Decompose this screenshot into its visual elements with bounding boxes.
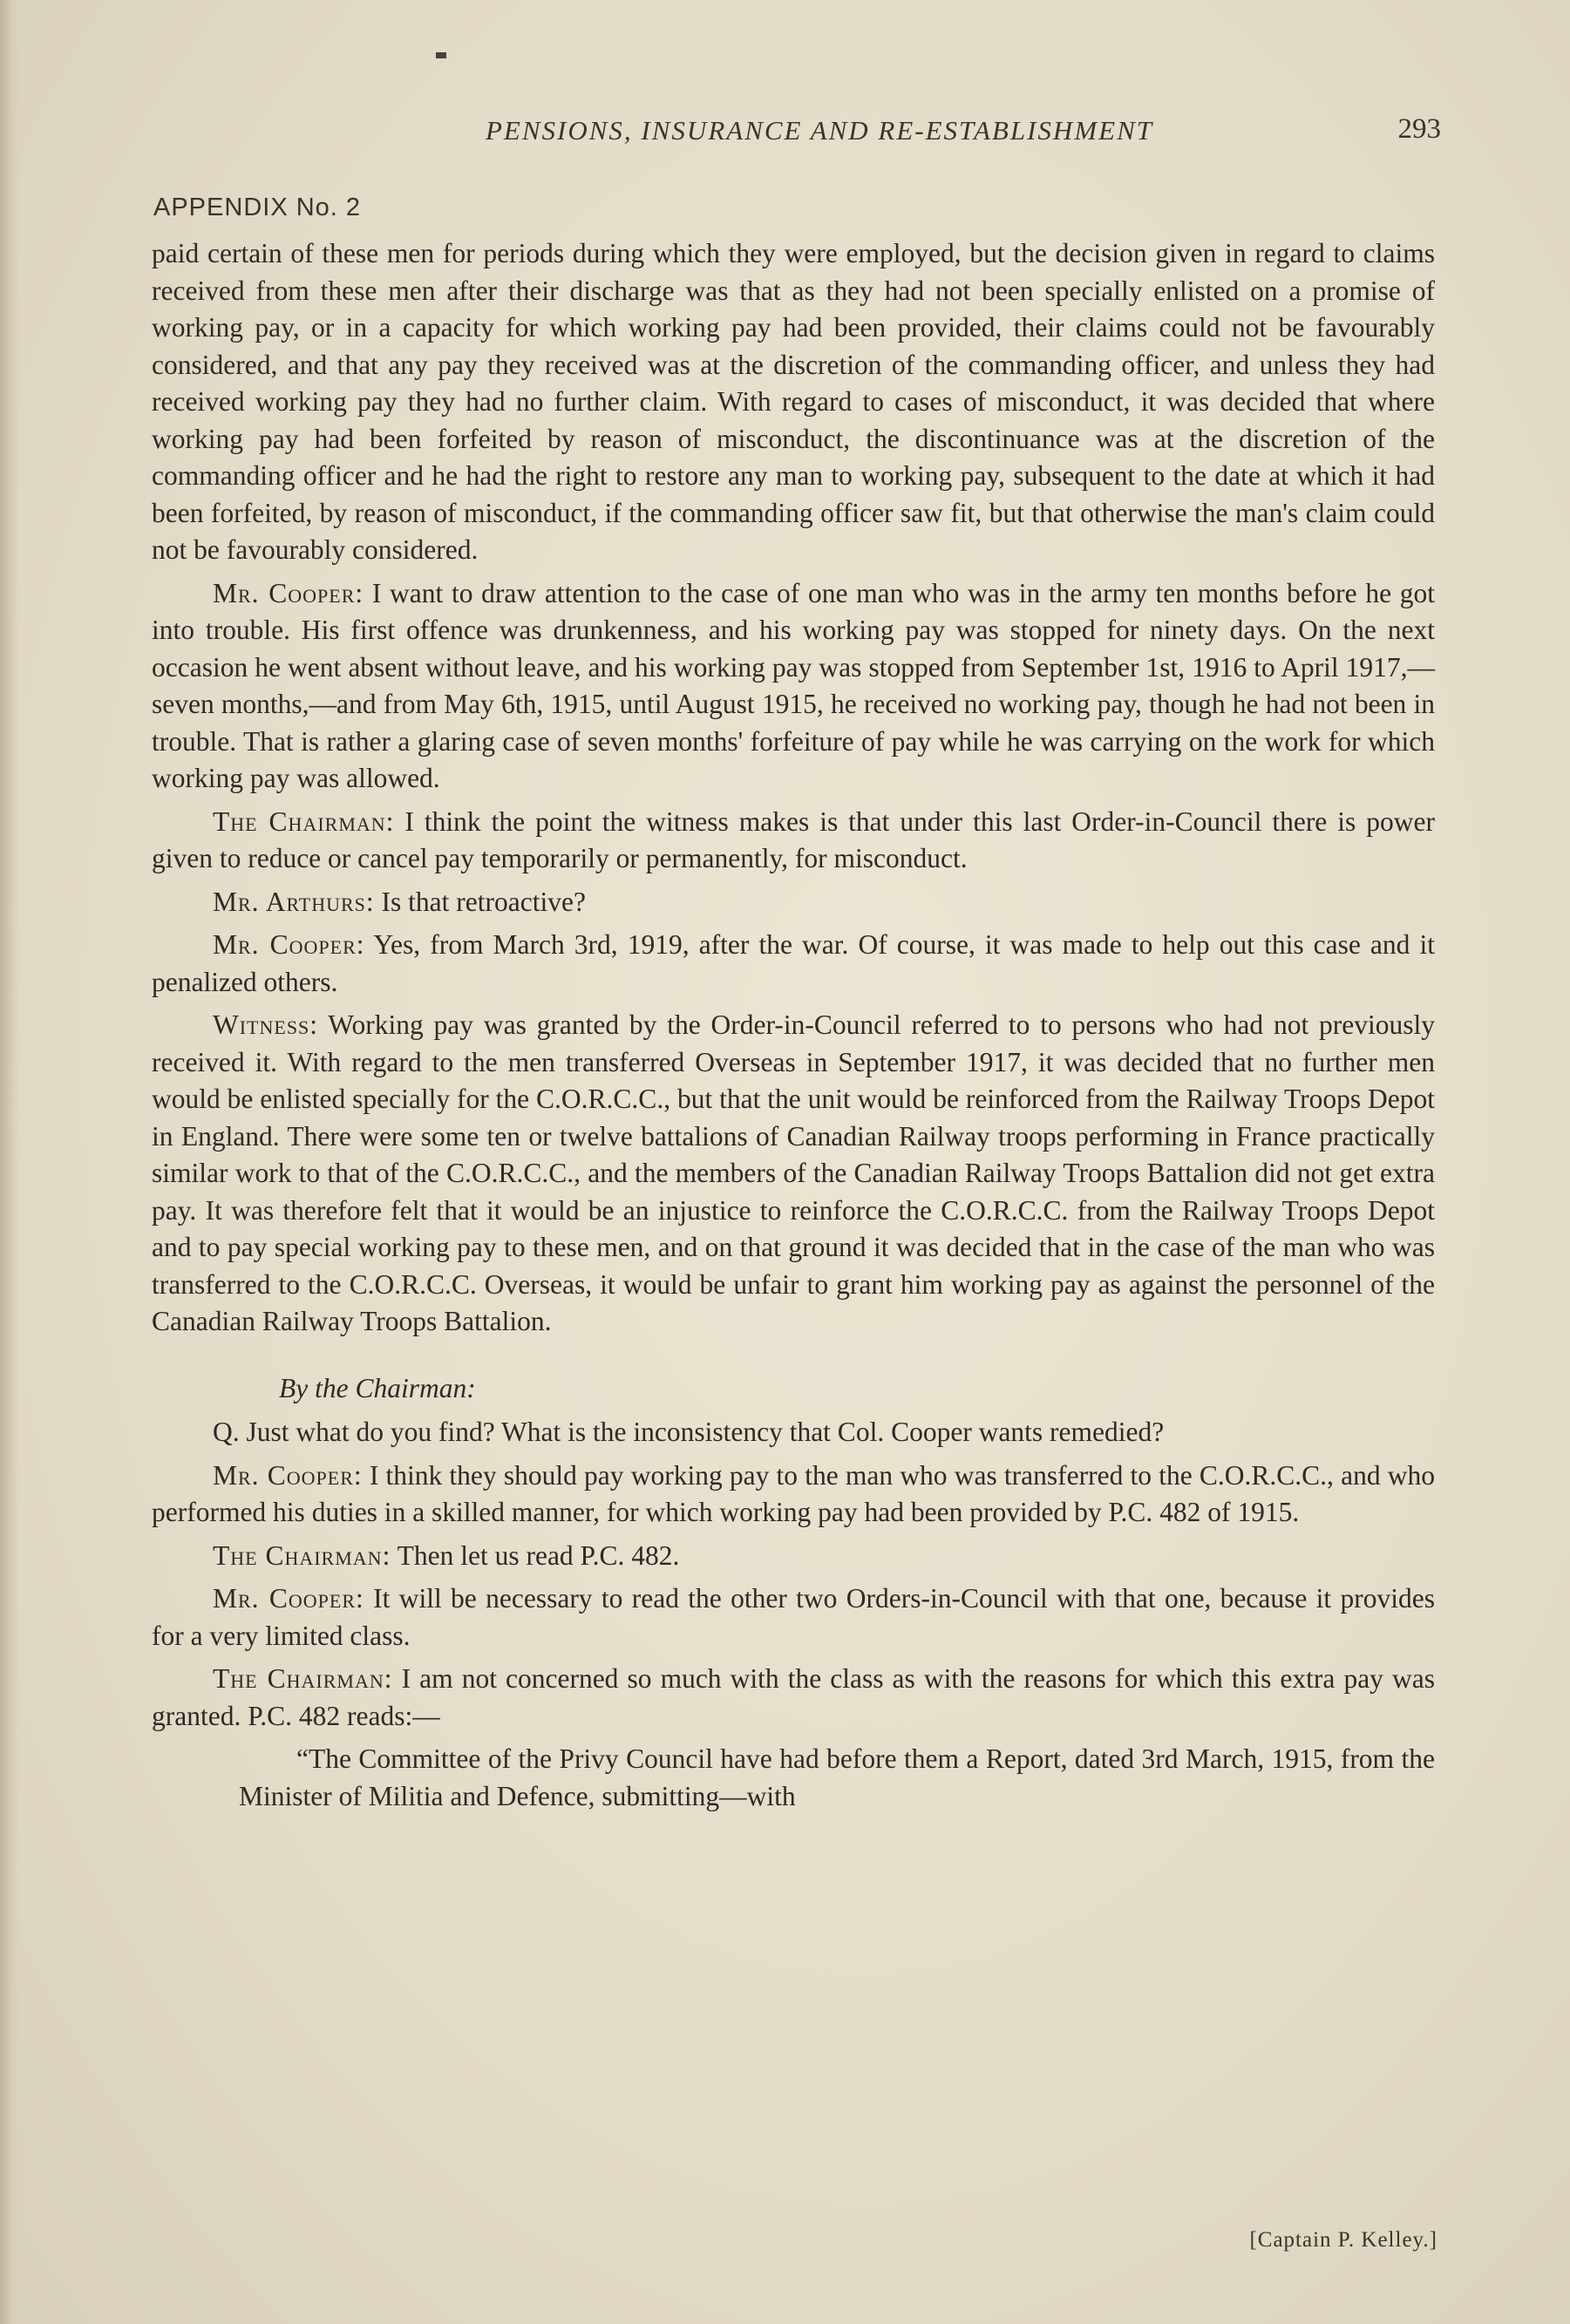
body-text [152,235,1435,1821]
paragraph [152,1661,1435,1735]
paragraph-text: paid certain of these men for periods during which they were employed, but the decision given in regard to claims received from these men after their discharge was that as they had not been specially enlisted on a promise of working pay, or in a capacity for which working pay had been provided, their claims could not be favourably considered, and that any pay they received was at the discretion of the commanding officer, and unless they had received working pay they had no further claim. With regard to cases of misconduct, it was decided that where working pay had been forfeited by reason of misconduct, the discontinuance was at the discretion of the commanding officer and he had the right to restore any man to working pay, subsequent to the date at which it had been forfeited, by reason of misconduct, if the commanding officer saw fit, but that otherwise the man's claim could not be favourably considered. [152,238,1435,565]
ink-mark [436,52,446,58]
footer-witness: [Captain P. Kelley.] [1249,2228,1437,2252]
paragraph [152,1580,1435,1655]
speaker: The Chairman: [213,1539,391,1571]
paragraph [152,1007,1435,1341]
paragraph [152,884,1435,921]
paragraph [152,1458,1435,1532]
speaker: Mr. Cooper: [213,1583,364,1614]
paragraph [152,575,1435,798]
speaker: Mr. Cooper: [213,577,364,608]
running-title: PENSIONS, INSURANCE AND RE-ESTABLISHMENT [486,115,1153,146]
binding-gutter [0,0,19,2324]
speaker: Mr. Cooper: [213,929,365,960]
page-number: 293 [1397,113,1441,145]
paragraph-text: I am not concerned so much with the class as with the reasons for which this extra pay was granted. P.C. 482 reads:— [152,1663,1435,1731]
paragraph [152,235,1435,569]
speaker: Mr. Cooper: [213,1459,363,1491]
paragraph [152,927,1435,1001]
quotation: “The Committee of the Privy Council have had before them a Report, dated 3rd March, 1915, from the Minister of Militia and Defence, submitting—with [239,1743,1435,1811]
appendix-label: APPENDIX No. 2 [153,194,362,221]
paragraph [152,804,1435,878]
paragraph [152,1414,1435,1451]
speaker: Mr. Arthurs: [213,886,375,917]
speaker: The Chairman: [213,1663,393,1694]
paragraph [152,1538,1435,1575]
paragraph-text: Working pay was granted by the Order-in-Council referred to to persons who had not previously received it. With regard to the men transferred Overseas in September 1917, it was decided that no further men would be enlisted specially for the C.O.R.C.C., but that the unit would be reinforced from the Railway Troops Depot in England. There were some ten or twelve battalions of Canadian Railway troops performing in France practically similar work to that of the C.O.R.C.C., and the members of the Canadian Railway Troops Battalion did not get extra pay. It was therefore felt that it would be an injustice to reinforce the C.O.R.C.C. from the Railway Troops Depot and to pay special working pay to these men, and on that ground it was decided that in the case of the man who was transferred to the C.O.R.C.C. Overseas, it would be unfair to grant him working pay as against the personnel of the Canadian Railway Troops Battalion. [152,1009,1435,1336]
speaker: Witness: [213,1009,319,1040]
paragraph-text: It will be necessary to read the other two Orders-in-Council with that one, because it provides for a very limited class. [152,1583,1435,1651]
section-heading: By the Chairman: [279,1372,476,1403]
paragraph-text: I think they should pay working pay to the man who was transferred to the C.O.R.C.C., and who performed his duties in a skilled manner, for which working pay had been provided by P.C. 482 of 1915. [152,1459,1436,1527]
paragraph-text: Yes, from March 3rd, 1919, after the war. Of course, it was made to help out this case and it penalized others. [152,929,1435,997]
paragraph-text: I think the point the witness makes is that under this last Order-in-Council there is power given to reduce or cancel pay temporarily or permanently, for misconduct. [152,805,1435,873]
paragraph-text: Q. Just what do you find? What is the inconsistency that Col. Cooper wants remedied? [213,1417,1165,1447]
speaker: The Chairman: [213,805,395,837]
paragraph-text: I want to draw attention to the case of one man who was in the army ten months before he got into trouble. His first offence was drunkenness, and his working pay was stopped for ninety days. On the next occasion he went absent without leave, and his working pay was stopped from September 1st, 1916 to April 1917,—seven months,—and from May 6th, 1915, until August 1915, he received no working pay, though he had not been in trouble. That is rather a glaring case of seven months' forfeiture of pay while he was carrying on the work for which working pay was allowed. [152,577,1435,793]
paragraph-text: Then let us read P.C. 482. [391,1539,680,1571]
paragraph-text: Is that retroactive? [374,886,586,917]
